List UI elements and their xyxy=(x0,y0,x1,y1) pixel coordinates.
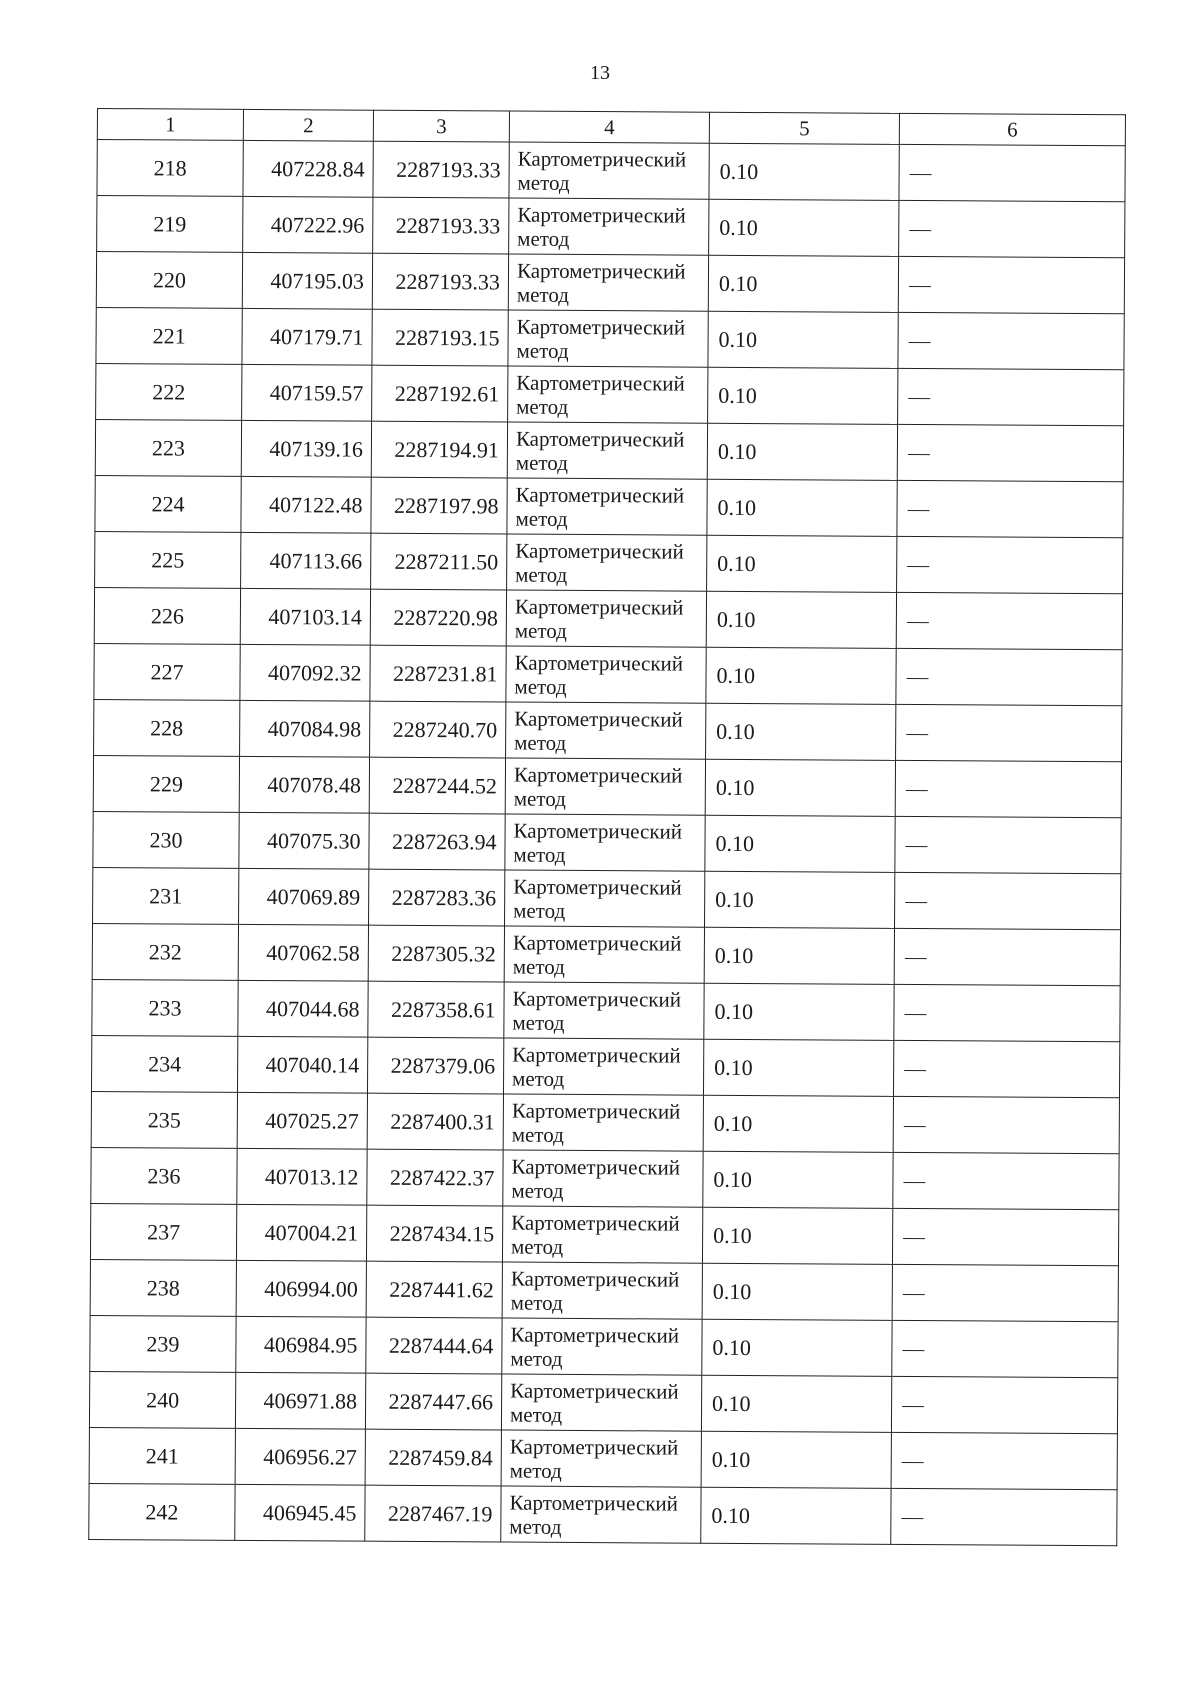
y-coordinate-cell: 2287192.61 xyxy=(372,365,508,422)
header-cell-2: 2 xyxy=(243,109,373,141)
description-cell xyxy=(897,536,1123,593)
accuracy-cell: 0.10 xyxy=(706,647,896,704)
method-cell: Картометрический метод xyxy=(501,1430,701,1487)
table-row xyxy=(89,1483,1117,1545)
x-coordinate-cell: 407025.27 xyxy=(237,1092,367,1149)
point-number-cell: 223 xyxy=(95,419,241,476)
table-row xyxy=(96,252,1124,314)
method-cell: Картометрический метод xyxy=(503,1038,703,1095)
y-coordinate-cell: 2287400.31 xyxy=(367,1093,503,1150)
description-cell xyxy=(896,592,1122,649)
y-coordinate-cell: 2287379.06 xyxy=(367,1037,503,1094)
method-cell: Картометрический метод xyxy=(509,142,709,199)
dash-mark xyxy=(904,1126,926,1127)
x-coordinate-cell: 407092.32 xyxy=(240,644,370,701)
header-cell-5: 5 xyxy=(709,112,899,144)
description-cell xyxy=(894,928,1120,985)
method-cell: Картометрический метод xyxy=(509,198,709,255)
x-coordinate-cell: 407195.03 xyxy=(242,252,372,309)
description-cell xyxy=(899,144,1125,201)
table-row xyxy=(91,1035,1119,1097)
dash-mark xyxy=(906,734,928,735)
coordinates-table-container xyxy=(88,108,1125,1546)
table-row xyxy=(95,419,1123,481)
header-cell-4: 4 xyxy=(509,111,709,143)
point-number-cell: 218 xyxy=(97,140,243,197)
table-row xyxy=(89,1427,1117,1489)
description-cell xyxy=(892,1264,1118,1321)
description-cell xyxy=(895,872,1121,929)
dash-mark xyxy=(905,958,927,959)
table-row xyxy=(93,867,1121,929)
dash-mark xyxy=(901,1518,923,1519)
method-cell: Картометрический метод xyxy=(502,1206,702,1263)
y-coordinate-cell: 2287358.61 xyxy=(368,981,504,1038)
table-row xyxy=(96,363,1124,425)
accuracy-cell: 0.10 xyxy=(706,703,896,760)
x-coordinate-cell: 407228.84 xyxy=(243,140,373,197)
x-coordinate-cell: 407062.58 xyxy=(238,924,368,981)
y-coordinate-cell: 2287193.33 xyxy=(372,253,508,310)
description-cell xyxy=(895,760,1121,817)
dash-mark xyxy=(910,174,932,175)
method-cell: Картометрический метод xyxy=(502,1262,702,1319)
point-number-cell: 234 xyxy=(91,1035,237,1092)
point-number-cell: 231 xyxy=(93,867,239,924)
x-coordinate-cell: 406994.00 xyxy=(236,1260,366,1317)
method-cell: Картометрический метод xyxy=(504,926,704,983)
y-coordinate-cell: 2287444.64 xyxy=(366,1317,502,1374)
x-coordinate-cell: 406945.45 xyxy=(235,1484,365,1541)
method-cell: Картометрический метод xyxy=(505,758,705,815)
table-row xyxy=(92,923,1120,985)
dash-mark xyxy=(902,1406,924,1407)
x-coordinate-cell: 407113.66 xyxy=(241,532,371,589)
point-number-cell: 235 xyxy=(91,1091,237,1148)
y-coordinate-cell: 2287305.32 xyxy=(368,925,504,982)
y-coordinate-cell: 2287197.98 xyxy=(371,477,507,534)
description-cell xyxy=(893,1096,1119,1153)
point-number-cell: 221 xyxy=(96,307,242,364)
x-coordinate-cell: 407040.14 xyxy=(237,1036,367,1093)
method-cell: Картометрический метод xyxy=(503,1150,703,1207)
accuracy-cell: 0.10 xyxy=(702,1263,892,1320)
method-cell: Картометрический метод xyxy=(505,870,705,927)
x-coordinate-cell: 407069.89 xyxy=(239,868,369,925)
description-cell xyxy=(897,424,1123,481)
accuracy-cell: 0.10 xyxy=(707,479,897,536)
header-cell-3: 3 xyxy=(373,110,509,142)
y-coordinate-cell: 2287434.15 xyxy=(366,1205,502,1262)
x-coordinate-cell: 406956.27 xyxy=(235,1428,365,1485)
x-coordinate-cell: 407078.48 xyxy=(239,756,369,813)
x-coordinate-cell: 406984.95 xyxy=(236,1316,366,1373)
description-cell xyxy=(898,256,1124,313)
accuracy-cell: 0.10 xyxy=(703,1039,893,1096)
method-cell: Картометрический метод xyxy=(507,534,707,591)
dash-mark xyxy=(909,342,931,343)
method-cell: Картометрический метод xyxy=(507,422,707,479)
y-coordinate-cell: 2287193.33 xyxy=(373,141,509,198)
accuracy-cell: 0.10 xyxy=(707,423,897,480)
accuracy-cell: 0.10 xyxy=(709,199,899,256)
point-number-cell: 232 xyxy=(92,923,238,980)
dash-mark xyxy=(908,398,930,399)
y-coordinate-cell: 2287220.98 xyxy=(370,589,506,646)
table-row xyxy=(94,587,1122,649)
x-coordinate-cell: 407013.12 xyxy=(237,1148,367,1205)
dash-mark xyxy=(908,454,930,455)
description-cell xyxy=(892,1320,1118,1377)
table-row xyxy=(94,699,1122,761)
method-cell: Картометрический метод xyxy=(504,982,704,1039)
dash-mark xyxy=(905,902,927,903)
description-cell xyxy=(898,368,1124,425)
x-coordinate-cell: 407222.96 xyxy=(243,196,373,253)
dash-mark xyxy=(903,1238,925,1239)
x-coordinate-cell: 407122.48 xyxy=(241,476,371,533)
x-coordinate-cell: 407103.14 xyxy=(240,588,370,645)
accuracy-cell: 0.10 xyxy=(706,591,896,648)
y-coordinate-cell: 2287193.15 xyxy=(372,309,508,366)
y-coordinate-cell: 2287193.33 xyxy=(373,197,509,254)
method-cell: Картометрический метод xyxy=(506,590,706,647)
method-cell: Картометрический метод xyxy=(508,366,708,423)
y-coordinate-cell: 2287441.62 xyxy=(366,1261,502,1318)
dash-mark xyxy=(902,1462,924,1463)
x-coordinate-cell: 407044.68 xyxy=(238,980,368,1037)
header-cell-6: 6 xyxy=(899,113,1125,145)
description-cell xyxy=(898,312,1124,369)
accuracy-cell: 0.10 xyxy=(703,1151,893,1208)
description-cell xyxy=(891,1432,1117,1489)
point-number-cell: 228 xyxy=(94,699,240,756)
table-row xyxy=(90,1315,1118,1377)
accuracy-cell: 0.10 xyxy=(708,311,898,368)
x-coordinate-cell: 407139.16 xyxy=(241,420,371,477)
table-row xyxy=(97,196,1125,258)
accuracy-cell: 0.10 xyxy=(701,1487,891,1544)
point-number-cell: 227 xyxy=(94,643,240,700)
table-row xyxy=(91,1147,1119,1209)
x-coordinate-cell: 407084.98 xyxy=(240,700,370,757)
dash-mark xyxy=(906,846,928,847)
dash-mark xyxy=(903,1294,925,1295)
table-row xyxy=(96,307,1124,369)
table-row xyxy=(93,811,1121,873)
y-coordinate-cell: 2287194.91 xyxy=(371,421,507,478)
table-row xyxy=(95,531,1123,593)
accuracy-cell: 0.10 xyxy=(702,1319,892,1376)
table-row xyxy=(90,1259,1118,1321)
accuracy-cell: 0.10 xyxy=(707,535,897,592)
dash-mark xyxy=(909,230,931,231)
description-cell xyxy=(899,200,1125,257)
accuracy-cell: 0.10 xyxy=(704,927,894,984)
method-cell: Картометрический метод xyxy=(505,814,705,871)
dash-mark xyxy=(904,1014,926,1015)
dash-mark xyxy=(909,286,931,287)
y-coordinate-cell: 2287263.94 xyxy=(369,813,505,870)
method-cell: Картометрический метод xyxy=(508,310,708,367)
description-cell xyxy=(896,648,1122,705)
point-number-cell: 240 xyxy=(89,1371,235,1428)
table-row xyxy=(90,1203,1118,1265)
method-cell: Картометрический метод xyxy=(501,1374,701,1431)
point-number-cell: 225 xyxy=(95,531,241,588)
dash-mark xyxy=(906,790,928,791)
table-row xyxy=(92,979,1120,1041)
table-row xyxy=(89,1371,1117,1433)
table-row xyxy=(94,643,1122,705)
point-number-cell: 224 xyxy=(95,475,241,532)
x-coordinate-cell: 407179.71 xyxy=(242,308,372,365)
description-cell xyxy=(891,1376,1117,1433)
y-coordinate-cell: 2287211.50 xyxy=(371,533,507,590)
dash-mark xyxy=(904,1070,926,1071)
accuracy-cell: 0.10 xyxy=(709,143,899,200)
point-number-cell: 239 xyxy=(90,1315,236,1372)
y-coordinate-cell: 2287422.37 xyxy=(367,1149,503,1206)
accuracy-cell: 0.10 xyxy=(705,871,895,928)
x-coordinate-cell: 406971.88 xyxy=(235,1372,365,1429)
dash-mark xyxy=(902,1350,924,1351)
dash-mark xyxy=(907,566,929,567)
y-coordinate-cell: 2287240.70 xyxy=(370,701,506,758)
accuracy-cell: 0.10 xyxy=(705,759,895,816)
header-cell-1: 1 xyxy=(97,109,243,141)
y-coordinate-cell: 2287447.66 xyxy=(365,1373,501,1430)
method-cell: Картометрический метод xyxy=(506,702,706,759)
method-cell: Картометрический метод xyxy=(508,254,708,311)
description-cell xyxy=(891,1488,1117,1545)
description-cell xyxy=(894,984,1120,1041)
point-number-cell: 242 xyxy=(89,1483,235,1540)
method-cell: Картометрический метод xyxy=(501,1486,701,1543)
point-number-cell: 220 xyxy=(96,252,242,309)
y-coordinate-cell: 2287283.36 xyxy=(369,869,505,926)
point-number-cell: 241 xyxy=(89,1427,235,1484)
dash-mark xyxy=(903,1182,925,1183)
x-coordinate-cell: 407004.21 xyxy=(236,1204,366,1261)
point-number-cell: 230 xyxy=(93,811,239,868)
method-cell: Картометрический метод xyxy=(502,1318,702,1375)
accuracy-cell: 0.10 xyxy=(702,1207,892,1264)
point-number-cell: 237 xyxy=(90,1203,236,1260)
point-number-cell: 236 xyxy=(91,1147,237,1204)
method-cell: Картометрический метод xyxy=(503,1094,703,1151)
x-coordinate-cell: 407075.30 xyxy=(239,812,369,869)
page-number: 13 xyxy=(590,62,610,84)
method-cell: Картометрический метод xyxy=(506,646,706,703)
dash-mark xyxy=(907,622,929,623)
point-number-cell: 229 xyxy=(93,755,239,812)
accuracy-cell: 0.10 xyxy=(704,983,894,1040)
description-cell xyxy=(892,1208,1118,1265)
accuracy-cell: 0.10 xyxy=(701,1375,891,1432)
accuracy-cell: 0.10 xyxy=(708,367,898,424)
coordinates-table xyxy=(88,108,1126,1546)
y-coordinate-cell: 2287459.84 xyxy=(365,1429,501,1486)
accuracy-cell: 0.10 xyxy=(701,1431,891,1488)
accuracy-cell: 0.10 xyxy=(708,255,898,312)
point-number-cell: 238 xyxy=(90,1259,236,1316)
point-number-cell: 222 xyxy=(96,363,242,420)
table-row xyxy=(95,475,1123,537)
table-row xyxy=(91,1091,1119,1153)
y-coordinate-cell: 2287231.81 xyxy=(370,645,506,702)
x-coordinate-cell: 407159.57 xyxy=(242,364,372,421)
y-coordinate-cell: 2287467.19 xyxy=(365,1485,501,1542)
y-coordinate-cell: 2287244.52 xyxy=(369,757,505,814)
description-cell xyxy=(896,704,1122,761)
accuracy-cell: 0.10 xyxy=(703,1095,893,1152)
description-cell xyxy=(893,1040,1119,1097)
point-number-cell: 226 xyxy=(94,587,240,644)
dash-mark xyxy=(907,678,929,679)
table-row xyxy=(93,755,1121,817)
point-number-cell: 233 xyxy=(92,979,238,1036)
table-row xyxy=(97,140,1125,202)
description-cell xyxy=(893,1152,1119,1209)
dash-mark xyxy=(908,510,930,511)
accuracy-cell: 0.10 xyxy=(705,815,895,872)
description-cell xyxy=(895,816,1121,873)
method-cell: Картометрический метод xyxy=(507,478,707,535)
description-cell xyxy=(897,480,1123,537)
table-body xyxy=(89,109,1126,1546)
point-number-cell: 219 xyxy=(97,196,243,253)
